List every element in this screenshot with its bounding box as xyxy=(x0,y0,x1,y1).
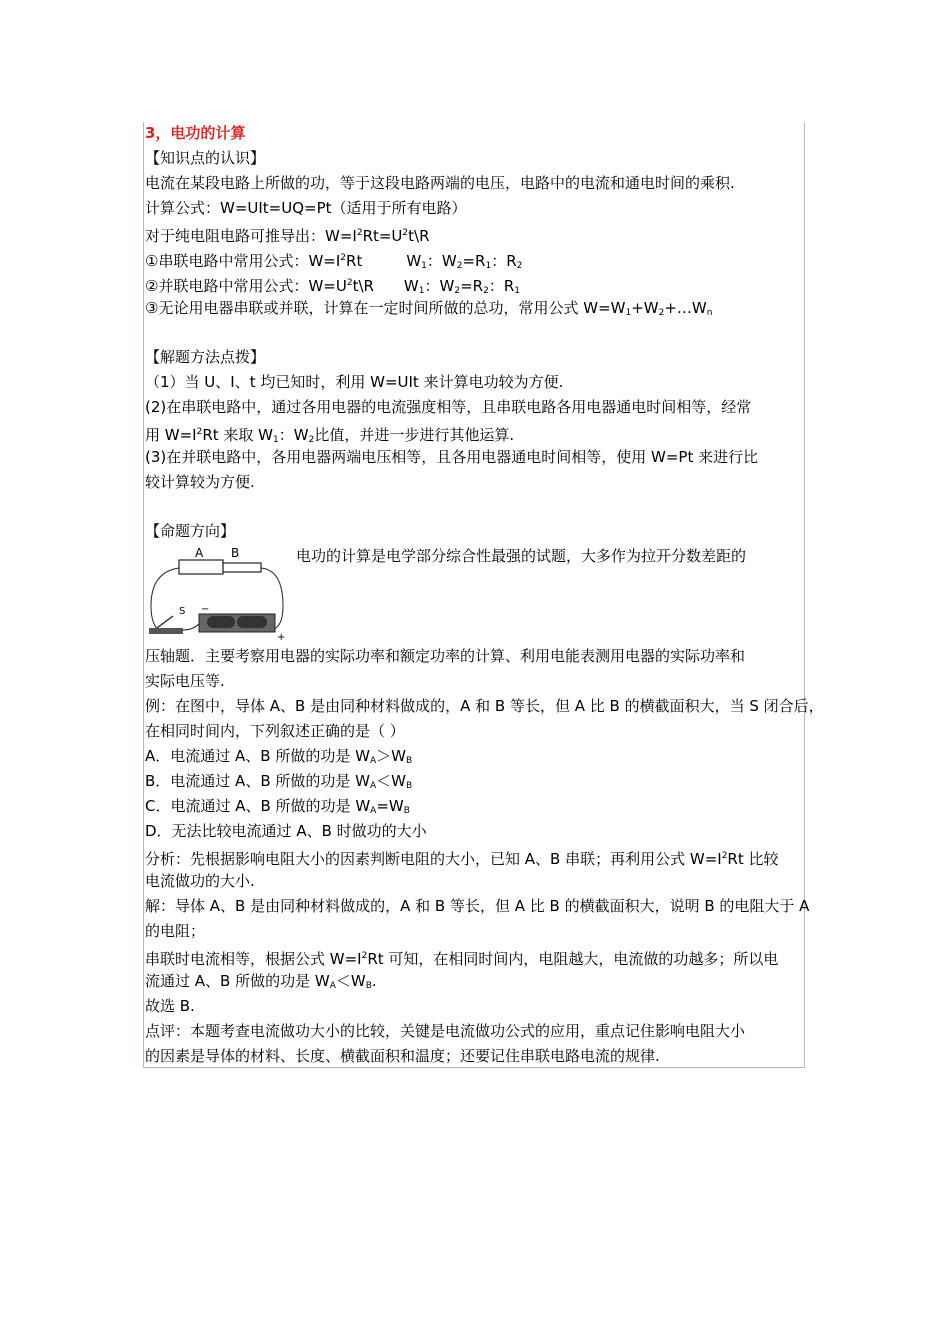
comment-line-1: 点评：本题考查电流做功大小的比较，关键是电流做功公式的应用，重点记住影响电阻大小 xyxy=(145,1022,746,1040)
direction-line-3: 实际电压等. xyxy=(145,672,225,690)
method-line-3: 用 $W=I^2Rt$ 来取 $W_1$：$W_2$比值，并进一步进行其他运算. xyxy=(145,426,515,445)
solution-line-4: 流通过 A、B 所做的功是 $W_A<W_B$. xyxy=(145,972,377,991)
heading-method: 【解题方法点拨】 xyxy=(145,348,266,366)
solution-line-3: 串联时电流相等，根据公式 $W=I^2Rt$ 可知，在相同时间内，电阻越大，电流做的功越多；所以电 xyxy=(145,950,779,968)
label-plus: + xyxy=(277,632,286,642)
option-d: D．无法比较电流通过 A、B 时做功的大小 xyxy=(145,822,427,840)
knowledge-line-6: ③无论用电器串联或并联，计算在一定时间所做的总功，常用公式 $W=W_1+W_2+\dots W_n$ xyxy=(145,299,713,318)
option-c: C．电流通过 A、B 所做的功是 $W_A=W_B$ xyxy=(145,797,410,816)
option-a: A．电流通过 A、B 所做的功是 $W_A>W_B$ xyxy=(145,747,413,766)
label-s: S xyxy=(179,606,186,617)
solution-line-5: 故选 B. xyxy=(145,997,195,1015)
label-b: B xyxy=(231,546,240,560)
switch-base xyxy=(149,628,183,634)
conductor-b xyxy=(223,563,261,572)
method-line-1: （1）当 U、I、t 均已知时，利用 W=UIt 来计算电功较为方便. xyxy=(145,373,564,391)
analysis-line-2: 电流做功的大小. xyxy=(145,872,255,890)
section-title: 3，电功的计算 xyxy=(145,124,246,142)
heading-direction: 【命题方向】 xyxy=(145,522,236,540)
knowledge-line-2: 计算公式：W=UIt=UQ=Pt（适用于所有电路） xyxy=(145,199,467,217)
knowledge-line-4: ①串联电路中常用公式：$W=I^2Rt$ $W_1$：$W_2=R_1$：$R_2$ xyxy=(145,252,523,271)
method-line-4: (3)在并联电路中，各用电器两端电压相等，且各用电器通电时间相等，使用 W=Pt 来进行比 xyxy=(145,448,759,466)
method-line-5: 较计算较为方便. xyxy=(145,473,255,491)
direction-line-1: 电功的计算是电学部分综合性最强的试题，大多作为拉开分数差距的 xyxy=(296,547,747,565)
option-b: B．电流通过 A、B 所做的功是 $W_A<W_B$ xyxy=(145,772,413,791)
label-minus: − xyxy=(201,604,210,615)
battery-cell-1 xyxy=(207,616,235,628)
solution-line-2: 的电阻； xyxy=(145,922,206,940)
example-line-1: 例：在图中，导体 A、B 是由同种材料做成的，A 和 B 等长，但 A 比 B 的横截面积大，当 S 闭合后， xyxy=(145,697,824,715)
wire-switch xyxy=(183,624,199,630)
direction-line-2: 压轴题．主要考察用电器的实际功率和额定功率的计算、利用电能表测用电器的实际功率和 xyxy=(145,647,746,665)
example-line-2: 在相同时间内，下列叙述正确的是（ ） xyxy=(145,722,405,740)
conductor-a xyxy=(179,560,223,574)
method-line-2: (2)在串联电路中，通过各用电器的电流强度相等，且串联电路各用电器通电时间相等，经常 xyxy=(145,398,752,416)
switch-lever xyxy=(157,616,173,628)
knowledge-line-5: ②并联电路中常用公式：$W=U^2t\backslash R$ $W_1$：$W_2=R_2$：$R_1$ xyxy=(145,277,520,296)
circuit-diagram xyxy=(143,546,293,642)
knowledge-line-3: 对于纯电阻电路可推导出：$W=I^2Rt=U^2t\backslash R$ xyxy=(145,227,430,245)
knowledge-line-1: 电流在某段电路上所做的功，等于这段电路两端的电压，电路中的电流和通电时间的乘积. xyxy=(145,174,735,192)
heading-knowledge: 【知识点的认识】 xyxy=(145,149,266,167)
comment-line-2: 的因素是导体的材料、长度、横截面积和温度；还要记住串联电路电流的规律. xyxy=(145,1047,660,1065)
battery-cell-2 xyxy=(237,616,267,628)
solution-line-1: 解：导体 A、B 是由同种材料做成的，A 和 B 等长，但 A 比 B 的横截面积大，说明 B 的电阻大于 A xyxy=(145,897,810,915)
analysis-line-1: 分析：先根据影响电阻大小的因素判断电阻的大小，已知 A、B 串联；再利用公式 $W=I^2Rt$ 比较 xyxy=(145,850,779,868)
label-a: A xyxy=(195,546,204,560)
